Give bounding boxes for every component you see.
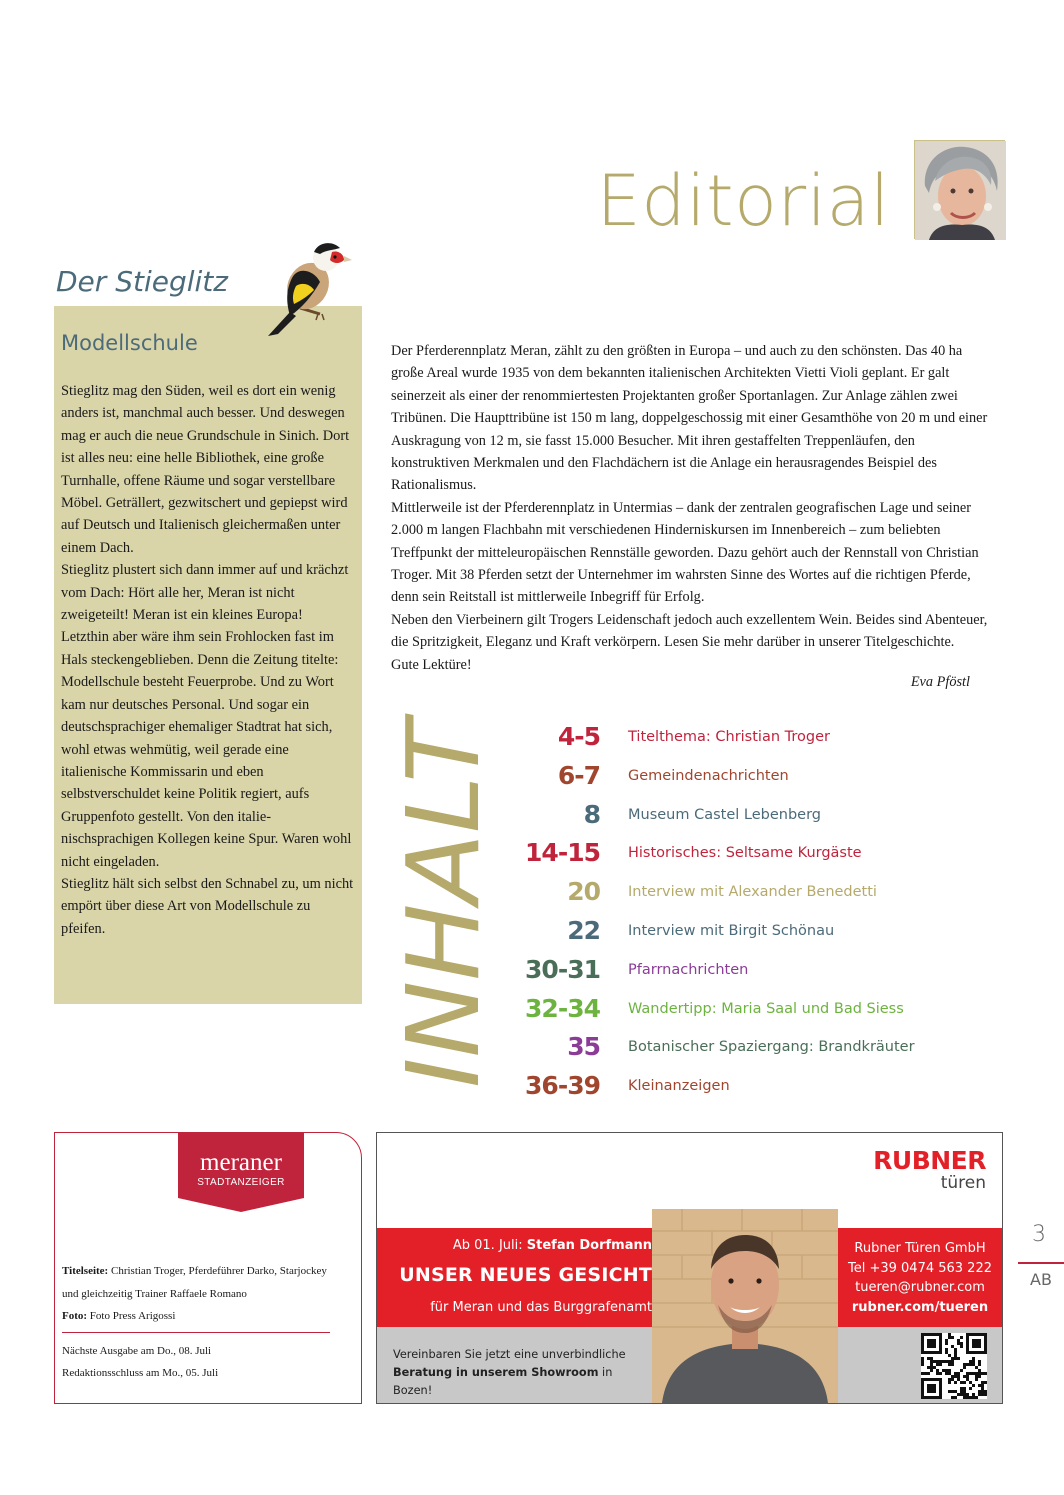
page-tag: AB [1030, 1270, 1052, 1289]
titelseite-label: Titelseite: [62, 1265, 109, 1277]
toc-item-title: Interview mit Alexander Benedetti [628, 884, 877, 901]
stieglitz-paragraph: Stieglitz hält sich selbst den Schnabel zu, um nicht empört über diese Art von Modellschule zu pfeifen. [61, 875, 354, 937]
ad-cta-bold: Beratung in unserem Showroom [393, 1366, 599, 1379]
inhalt-label [385, 718, 502, 1090]
toc-item-title: Gemeindenachrichten [628, 767, 789, 784]
qr-code-icon[interactable] [921, 1333, 987, 1399]
author-portrait [914, 140, 1005, 239]
ad-email[interactable]: tueren@rubner.com [855, 1280, 985, 1295]
person-photo [652, 1209, 838, 1403]
editorial-paragraph: Der Pferderennplatz Meran, zählt zu den größten in Europa – und auch zu den schönsten. Das 40 ha große Areal wurde 1935 von dem bekannten italienischen Architekten Vietti Violi geplant. Er galt seinerzeit als einer der renommiertesten Projektanten großer Sportanlagen. Zur Anlage zählen zwei Tribünen. Die Haupttribüne ist 150 m lang, doppelgeschossig mit einer Gesamthöhe von 20 m und einer Auskragung von 12 m, sie fasst 15.000 Besucher. Mit ihren gestaffelten Treppenläufen, den konstruktiven Merkmalen und den Flachdächern ist die Anlage ein herausragendes Beispiel des Rationalismus. [391, 343, 988, 494]
ad-date-line [380, 1238, 652, 1253]
toc-item-title: Historisches: Seltsame Kurgäste [628, 845, 862, 862]
editorial-signature: Eva Pföstl [910, 674, 970, 690]
toc-page-number: 35 [567, 1032, 600, 1062]
toc-page-number: 20 [567, 877, 600, 907]
titelseite-text: Christian Troger, Pferdeführer Darko, Starjockey und gleichzeitig Trainer Raffaele Romano [62, 1265, 327, 1300]
cover-credits [62, 1260, 342, 1328]
rubner-logo-sub: türen [940, 1173, 986, 1193]
toc-page-number: 14-15 [525, 838, 600, 868]
stieglitz-subheading: Modellschule [61, 331, 198, 355]
toc-item-title: Museum Castel Lebenberg [628, 806, 822, 823]
toc-item-title: Kleinanzeigen [628, 1078, 730, 1095]
editorial-title: Editorial [596, 160, 890, 242]
issue-dates [62, 1340, 342, 1384]
stieglitz-paragraph: Stieglitz mag den Süden, weil es dort ein wenig anders ist, manchmal auch besser. Und deswegen mag er auch die neue Grundschule in Sinich. Dort ist alles neu: eine helle Bibliothek, eine große Turnhalle, offene Räume und sogar verstellbare Möbel. Geträllert, gezwitschert und gepiepst wird auf Deutsch und Italienisch gleichermaßen unter einem Dach. [61, 383, 350, 556]
page-number: 3 [1032, 1222, 1046, 1247]
meraner-logo-subword: STADTANZEIGER [197, 1177, 285, 1188]
toc-item-title: Interview mit Birgit Schönau [628, 923, 835, 939]
toc-page-number: 32-34 [525, 993, 600, 1023]
stieglitz-heading: Der Stieglitz [56, 265, 228, 298]
foto-label: Foto: [62, 1310, 88, 1322]
ad-region: für Meran und das Burggrafenamt [430, 1300, 652, 1315]
ad-contact [838, 1239, 1002, 1317]
meraner-logo [178, 1132, 304, 1212]
meraner-logo-word: meraner [200, 1149, 282, 1176]
toc-page-number: 22 [567, 916, 600, 945]
ad-date-prefix: Ab 01. Juli: [452, 1238, 523, 1253]
divider [62, 1332, 330, 1333]
toc-item-title: Wandertipp: Maria Saal und Bad Siess [628, 1000, 904, 1017]
toc-item-title: Titelthema: Christian Troger [628, 729, 830, 745]
toc-page-number: 30-31 [525, 954, 600, 984]
toc-item-title: Botanischer Spaziergang: Brandkräuter [628, 1039, 915, 1056]
ad-cta-end: in Bozen! [393, 1366, 613, 1397]
editorial-deadline: Redaktionsschluss am Mo., 05. Juli [62, 1367, 219, 1379]
toc-item-title: Pfarrnachrichten [628, 961, 749, 978]
editorial-paragraph: Neben den Vierbeinern gilt Trogers Leidenschaft jedoch auch exzellentem Wein. Beides sind Abenteuer, die Spritzigkeit, Eleganz und Kraft verkörpern. Lesen Sie mehr darüber in unserer Titelgeschichte. [391, 611, 988, 651]
stieglitz-paragraph: Letzthin aber wäre ihm sein Frohlocken fast im Hals steckengeblieben. Denn die Zeitung titelte: Modellschule besteht Feuerprobe. Und zu Wort kam nur deutsches Personal. Und sogar ein deutschsprachiger ehemaliger Stadtrat hat sich, wohl etwas wehmütig, weil gerade eine italienische Kommissarin und eben selbstverschuldet keine Politik regiert, aufs Gruppenfoto gestellt. Von den italie-nischsprachigen Kollegen keine Spur. Waren wohl nicht eingeladen. [61, 629, 352, 870]
ad-person-name: Stefan Dorfmann [526, 1238, 652, 1253]
ad-company: Rubner Türen GmbH [854, 1241, 986, 1256]
toc-page-number: 36-39 [525, 1071, 600, 1101]
inhalt-word: INHALT [385, 730, 502, 1088]
rubner-logo: RUBNER [873, 1146, 986, 1175]
editorial-body [391, 340, 991, 676]
toc-page-number: 8 [583, 799, 600, 829]
ad-phone: Tel +39 0474 563 222 [847, 1260, 992, 1276]
stieglitz-paragraph: Stieglitz plustert sich dann immer auf und krächzt vom Dach: Hört alle her, Meran ist nicht zweigeteilt! Meran ist ein kleines Europa! [61, 562, 349, 624]
next-issue-date: Nächste Ausgabe am Do., 08. Juli [62, 1345, 212, 1357]
ad-cta-text: Vereinbaren Sie jetzt eine unverbindliche [393, 1348, 626, 1361]
ad-headline: UNSER NEUES GESICHT [399, 1264, 652, 1286]
editorial-paragraph: Gute Lektüre! [391, 656, 472, 673]
toc-page-number: 6-7 [557, 760, 600, 790]
page-rule [1018, 1262, 1064, 1264]
goldfinch-icon [262, 238, 354, 338]
ad-website[interactable]: rubner.com/tueren [851, 1299, 989, 1315]
foto-text: Foto Press Arigossi [89, 1310, 176, 1322]
ad-call-to-action [393, 1346, 643, 1400]
editorial-paragraph: Mittlerweile ist der Pferderennplatz in Untermias – dank der zentralen geografischen Lage und seiner 2.000 m langen Flachbahn mit verschiedenen Hinderniskursen im Innenbereich – zum beliebten Treffpunkt der mitteleuropäischen Rennställe geworden. Dazu gehört auch der Rennstall von Christian Troger. Mit 38 Pferden setzt der Unternehmer im wahrsten Sinne des Wortes auf die richtigen Pferde, denn sein Reitstall ist mittlerweile Inbegriff für Erfolg. [391, 499, 979, 606]
toc-page-number: 4-5 [557, 722, 600, 751]
stieglitz-body [61, 380, 356, 940]
